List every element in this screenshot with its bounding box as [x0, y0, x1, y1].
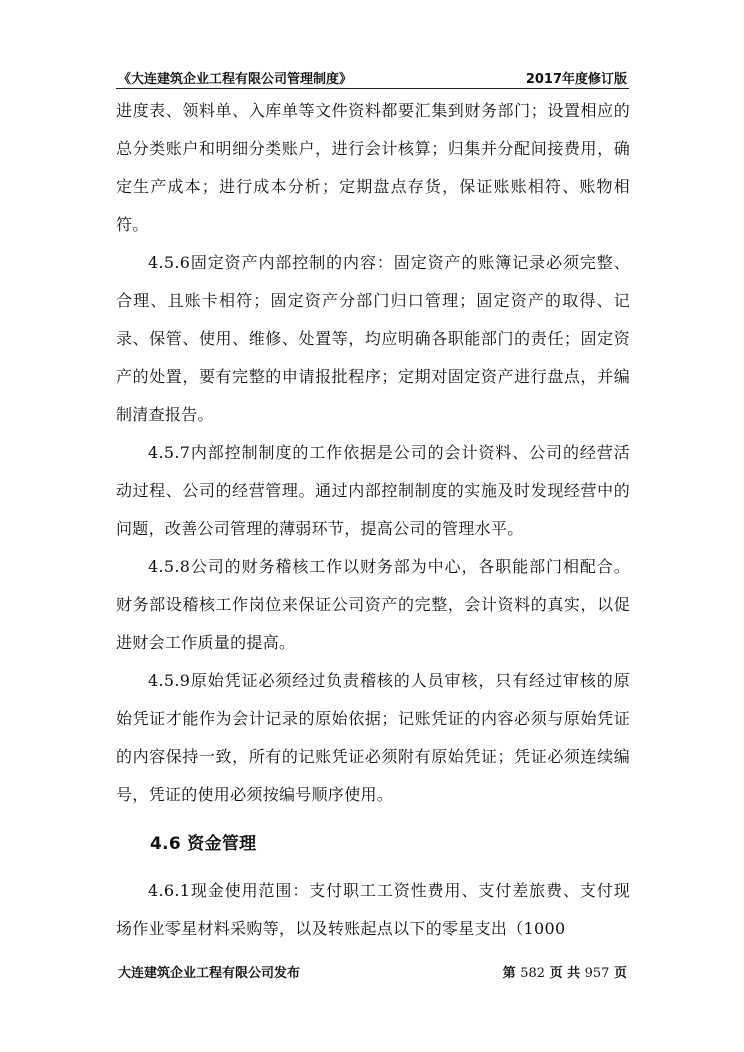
- page-suffix: 页: [613, 966, 627, 981]
- paragraph-4-5-7: 4.5.7内部控制制度的工作依据是公司的会计资料、公司的经营活动过程、公司的经营管理。通过内部控制制度的实施及时发现经营中的问题，改善公司管理的薄弱环节，提高公司的管理水平。: [116, 443, 630, 538]
- page-prefix: 第: [502, 966, 516, 981]
- header-document-title: 《大连建筑企业工程有限公司管理制度》: [118, 72, 353, 87]
- footer-page-number: [503, 962, 627, 981]
- header-version: 2017年度修订版: [525, 72, 627, 87]
- footer-publisher: 大连建筑企业工程有限公司发布: [118, 966, 301, 981]
- paragraph-4-5-9: 4.5.9原始凭证必须经过负责稽核的人员审核，只有经过审核的原始凭证才能作为会计记录的原始依据；记账凭证的内容必须与原始凭证的内容保持一致，所有的记账凭证必须附有原始凭证；凭证必须连续编号，凭证的使用必须按编号顺序使用。: [116, 671, 630, 804]
- paragraph-4-6-1: 4.6.1现金使用范围：支付职工工资性费用、支付差旅费、支付现场作业零星材料采购等，以及转账起点以下的零星支出（1000: [116, 881, 630, 938]
- page-mid: 页 共: [549, 966, 581, 981]
- page-total: 957: [584, 966, 610, 981]
- paragraph-4-5-8: 4.5.8公司的财务稽核工作以财务部为中心，各职能部门相配合。财务部设稽核工作岗位来保证公司资产的完整，会计资料的真实，以促进财会工作质量的提高。: [116, 557, 630, 652]
- document-body: [116, 92, 630, 948]
- page-footer: [116, 960, 629, 982]
- page-header: [116, 66, 629, 89]
- paragraph-4-5-6: 4.5.6固定资产内部控制的内容：固定资产的账簿记录必须完整、合理、且账卡相符；固定资产分部门归口管理；固定资产的取得、记录、保管、使用、维修、处置等，均应明确各职能部门的责任；固定资产的处置，要有完整的申请报批程序；定期对固定资产进行盘点，并编制清查报告。: [116, 253, 630, 424]
- page-current: 582: [520, 966, 546, 981]
- paragraph-continuation: 进度表、领料单、入库单等文件资料都要汇集到财务部门；设置相应的总分类账户和明细分类账户，进行会计核算；归集并分配间接费用，确定生产成本；进行成本分析；定期盘点存货，保证账账相符、账物相符。: [116, 101, 630, 234]
- section-heading-4-6: 4.6 资金管理: [150, 834, 257, 854]
